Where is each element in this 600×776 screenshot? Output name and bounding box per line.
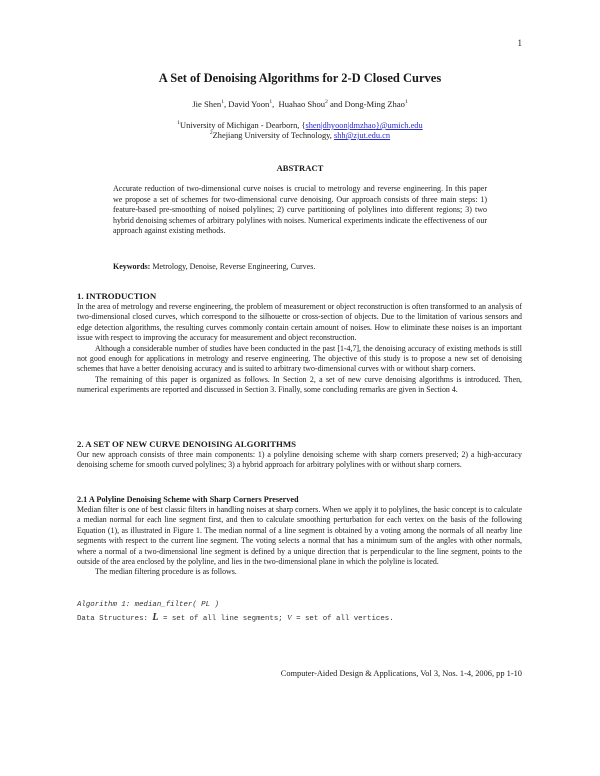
subsection-body-polyline [77, 505, 522, 578]
section-heading-algorithms: 2. A SET OF NEW CURVE DENOISING ALGORITHMS [77, 439, 297, 449]
affiliation-text: Zhejiang University of Technology, [212, 131, 334, 140]
author-affiliation-mark: 1 [269, 99, 273, 106]
journal-footer: Computer-Aided Design & Applications, Vol 3, Nos. 1-4, 2006, pp 1-10 [280, 669, 522, 678]
keywords-label: Keywords: [113, 262, 151, 271]
author-name: Jie Shen [192, 99, 222, 109]
algo-prefix: Data Structures: [77, 615, 153, 623]
email-user: shen|dhyoon|dmzhao [305, 121, 376, 130]
author-name: Huahao Shou [278, 99, 326, 109]
email-domain: }@umich.edu [375, 121, 423, 130]
abstract-text: Accurate reduction of two-dimensional curve noises is crucial to metrology and reverse engineering. In this paper we propose a set of schemes for two-dimensional curve denoising. Our approach consists of three main steps: 1) feature-based pre-smoothing of noised polylines; 2) curve partitioning of polylines into different regions; 3) two hybrid denoising schemes of arbitrary polylines with noises. Numerical experiments indicate the effectiveness of our approach against existing methods. [113, 184, 487, 236]
section-heading-introduction: 1. INTRODUCTION [77, 291, 157, 301]
keywords-text: Metrology, Denoise, Reverse Engineering, Curves. [150, 262, 316, 271]
affiliation-text: University of Michigan - Dearborn, { [180, 121, 306, 130]
paragraph: In the area of metrology and reverse engineering, the problem of measurement or object reconstruction is often transformed to an analysis of two-dimensional closed curves, which correspond to the silhouette or cross-section of objects. Due to the limitation of various sensors and edge detection algorithms, the resulting curves commonly contain certain amount of noises. How to eliminate these noises is an important issue with respect to improving the accuracy for measurement and object reconstruction. [77, 302, 522, 343]
paper-title: A Set of Denoising Algorithms for 2-D Closed Curves [158, 71, 442, 85]
author-affiliation-mark: 1 [221, 99, 224, 106]
section-body-introduction [77, 302, 522, 396]
paragraph: Median filter is one of best classic filters in handling noises at sharp corners. When we apply it to polylines, the basic concept is to calculate a median normal for each line segment first, and then to calculate smoothing perturbation for each vertex on the basis of the following Equation (1), as illustrated in Figure 1. The median normal of a line segment is obtained by a voting among the normals of all nearby line segments with respect to the current line segment. The voting selects a normal that has a minimum sum of the angles with other normals, where a normal of a two-dimensional line segment is defined by a unique direction that is perpendicular to the line segment, points to the outside of the area enclosed by the polyline, and lies in the two-dimensional plane in which the polyline is located. [77, 505, 522, 567]
algo-end: = set of all vertices. [291, 615, 394, 623]
affiliation-2 [0, 131, 600, 140]
keywords [113, 262, 487, 271]
paragraph: Although a considerable number of studies have been conducted in the past [1-4,7], the denoising accuracy of existing methods is still not good enough for applications in metrology and reserve engineering. The objective of this study is to propose a new set of denoising schemes that have a better denoising accuracy and is suited to arbitrary two-dimensional curves with or without sharp corners. [77, 343, 522, 374]
algorithm-data-structures [77, 612, 394, 623]
section-body-algorithms [77, 450, 522, 471]
paragraph: Our new approach consists of three main components: 1) a polyline denoising scheme with sharp corners preserved; 2) a high-accuracy denoising scheme for smooth curved polylines; 3) a hybrid approach for arbitrary polylines with or without sharp corners. [77, 450, 522, 470]
abstract-heading: ABSTRACT [276, 163, 324, 173]
algo-var-V: V [287, 613, 292, 622]
algorithm-title: Algorithm 1: median_filter( PL ) [77, 601, 219, 609]
author-affiliation-mark: 1 [404, 99, 408, 106]
affiliation-mark: 2 [209, 130, 213, 137]
algo-var-L: L [152, 612, 159, 623]
email-link-zjut[interactable]: shh@zjut.edu.cn [333, 131, 391, 140]
paragraph: The median filtering procedure is as follows. [95, 567, 237, 577]
algo-mid: = set of all line segments; [158, 615, 288, 623]
paragraph: The remaining of this paper is organized as follows. In Section 2, a set of new curve denoising algorithms is introduced. Then, numerical experiments are reported and discussed in Section 3. Finally, some concluding remarks are given in Section 4. [77, 374, 522, 395]
email-link-umich[interactable] [305, 121, 422, 130]
page-number: 1 [517, 38, 522, 48]
author-name: David Yoon [228, 99, 270, 109]
affiliation-1 [0, 121, 600, 130]
author-affiliation-mark: 2 [325, 99, 328, 106]
author-name: Dong-Ming Zhao [344, 99, 405, 109]
affiliation-mark: 1 [177, 120, 181, 127]
subsection-heading-polyline: 2.1 A Polyline Denoising Scheme with Sharp Corners Preserved [77, 495, 299, 504]
author-list: Jie Shen$^1$, David Yoon$^1$, Huahao Shou$^2$ and Dong-Ming Zhao$^1$ [192, 99, 408, 109]
